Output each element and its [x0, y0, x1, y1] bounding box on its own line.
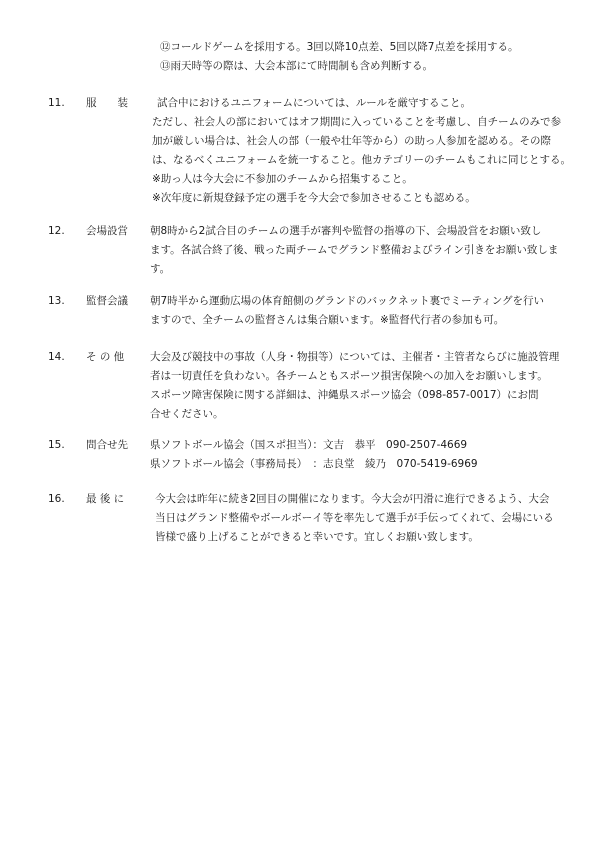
section-text: 朝7時半から運動広場の体育館側のグランドのバックネット裏でミーティングを行い [150, 295, 545, 307]
section-number: 12. [48, 225, 65, 237]
section-text: 皆様で盛り上げることができると幸いです。宜しくお願い致します。 [155, 531, 479, 543]
section-heading-13 [48, 292, 128, 311]
section-heading-11 [48, 94, 128, 113]
section-heading-16 [48, 490, 124, 509]
section-number: 16. [48, 493, 65, 505]
contact-line-secretariat: 県ソフトボール協会（事務局長） ：志良堂 綾乃 070-5419-6969 [150, 458, 478, 470]
section-number: 11. [48, 97, 65, 109]
section-title: そ の 他 [86, 351, 125, 363]
section-text: スポーツ障害保険に関する詳細は、沖縄県スポーツ協会（098-857-0017）にお問 [150, 389, 539, 401]
section-text: ※助っ人は今大会に不参加のチームから招集すること。 [152, 173, 413, 185]
section-text: ますので、全チームの監督さんは集合願います。※監督代行者の参加も可。 [150, 314, 505, 326]
section-text: 合せください。 [150, 408, 224, 420]
section-text: 朝8時から2試合目のチームの選手が審判や監督の指導の下、会場設営をお願い致し [150, 225, 542, 237]
section-text: ます。各試合終了後、戦った両チームでグランド整備およびライン引きをお願い致しま [150, 244, 559, 256]
contact-line-national-sports: 県ソフトボール協会（国スポ担当）：文吉 恭平 090-2507-4669 [150, 439, 468, 451]
section-text: 大会及び競技中の事故（人身・物損等）については、主催者・主管者ならびに施設管理 [150, 351, 560, 363]
section-number: 15. [48, 439, 65, 451]
section-number: 14. [48, 351, 65, 363]
section-text: ただし、社会人の部においてはオフ期間に入っていることを考慮し、自チームのみで参 [152, 116, 562, 128]
section-text: ※次年度に新規登録予定の選手を今大会で参加させることも認める。 [152, 192, 476, 204]
section-text: 試合中におけるユニフォームについては、ルールを厳守すること。 [157, 97, 472, 109]
section-text: 今大会は昨年に続き2回目の開催になります。今大会が円滑に進行できるよう、大会 [155, 493, 550, 505]
section-title: 監督会議 [86, 295, 128, 307]
section-title: 会場設営 [86, 225, 128, 237]
section-text: 者は一切責任を負わない。各チームともスポーツ損害保険への加入をお願いします。 [150, 370, 548, 382]
section-heading-14 [48, 348, 124, 367]
rule-item-12: ⑫コールドゲームを採用する。3回以降10点差、5回以降7点差を採用する。 [160, 41, 519, 53]
section-number: 13. [48, 295, 65, 307]
section-text: す。 [150, 263, 171, 275]
section-heading-15 [48, 436, 128, 455]
section-text: 当日はグランド整備やボールボーイ等を率先して選手が手伝ってくれて、会場にいる [155, 512, 554, 524]
section-title: 服 装 [86, 97, 128, 109]
section-title: 問合せ先 [86, 439, 128, 451]
rule-item-13: ⑬雨天時等の際は、大会本部にて時間制も含め判断する。 [160, 60, 433, 72]
section-heading-12 [48, 222, 128, 241]
section-title: 最 後 に [86, 493, 125, 505]
section-text: は、なるべくユニフォームを統一すること。他カテゴリーのチームもこれに同じとする。 [152, 154, 572, 166]
section-text: 加が厳しい場合は、社会人の部（一般や壮年等から）の助っ人参加を認める。その際 [152, 135, 551, 147]
